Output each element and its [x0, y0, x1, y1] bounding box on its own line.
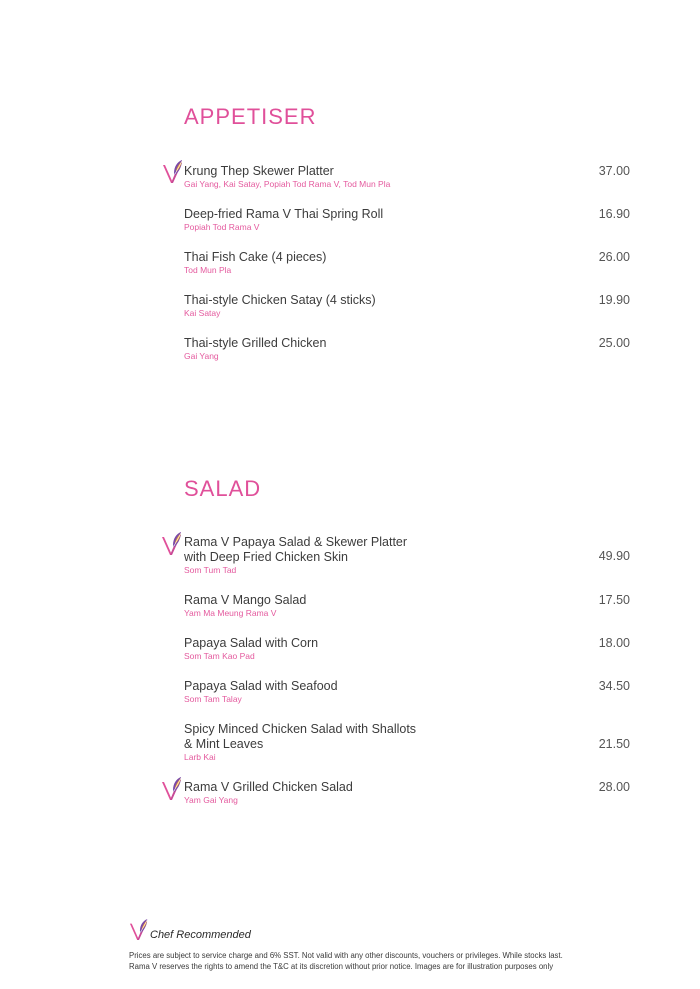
item-name: Rama V Mango Salad [184, 593, 307, 607]
item-thai-name: Yam Gai Yang [184, 795, 238, 805]
item-price: 26.00 [598, 250, 630, 264]
menu-item [184, 535, 630, 576]
item-name: Deep-fried Rama V Thai Spring Roll [184, 207, 384, 221]
disclaimer-line1: Prices are subject to service charge and 6% SST. Not valid with any other discounts, vouchers or privileges. While stocks last. [129, 951, 563, 960]
item-thai-name: Som Tam Kao Pad [184, 651, 255, 661]
menu-item [184, 636, 630, 662]
menu-item [184, 164, 630, 190]
item-price: 28.00 [598, 780, 630, 794]
menu-item [184, 780, 630, 806]
item-name-line1: Rama V Papaya Salad & Skewer Platter [184, 535, 408, 549]
item-name-line1: Spicy Minced Chicken Salad with Shallots [184, 722, 417, 736]
item-thai-name: Som Tum Tad [184, 565, 237, 575]
legend-label: Chef Recommended [150, 929, 251, 941]
item-price: 37.00 [598, 164, 630, 178]
item-thai-name: Yam Ma Meung Rama V [184, 608, 277, 618]
item-thai-name: Som Tam Talay [184, 694, 242, 704]
item-thai-name: Larb Kai [184, 752, 216, 762]
item-name: Thai-style Chicken Satay (4 sticks) [184, 293, 376, 307]
salad-title: SALAD [184, 476, 262, 501]
item-name: Thai-style Grilled Chicken [184, 336, 327, 350]
menu-item [184, 336, 630, 362]
menu-item [184, 207, 630, 233]
chef-recommended-icon [162, 159, 184, 185]
item-name: Thai Fish Cake (4 pieces) [184, 250, 327, 264]
item-name: Rama V Grilled Chicken Salad [184, 780, 353, 794]
item-price: 21.50 [598, 737, 630, 751]
item-price: 34.50 [598, 679, 630, 693]
chef-recommended-icon [161, 776, 183, 802]
menu-item [184, 250, 630, 276]
item-price: 17.50 [598, 593, 630, 607]
item-price: 25.00 [598, 336, 630, 350]
item-price: 16.90 [598, 207, 630, 221]
menu-item [184, 593, 630, 619]
item-thai-name: Gai Yang, Kai Satay, Popiah Tod Rama V, Tod Mun Pla [184, 179, 391, 189]
item-thai-name: Popiah Tod Rama V [184, 222, 260, 232]
item-thai-name: Kai Satay [184, 308, 221, 318]
menu-item [184, 293, 630, 319]
menu-item [184, 722, 630, 763]
appetiser-title: APPETISER [184, 104, 317, 129]
item-name: Papaya Salad with Seafood [184, 679, 338, 693]
item-price: 19.90 [598, 293, 630, 307]
disclaimer [129, 950, 674, 972]
item-name: Papaya Salad with Corn [184, 636, 319, 650]
item-name-line2: & Mint Leaves [184, 737, 264, 751]
item-price: 18.00 [598, 636, 630, 650]
menu-item [184, 679, 630, 705]
disclaimer-line2: Rama V reserves the rights to amend the T&C at its discretion without prior notice. Images are for illustration purposes only [129, 962, 554, 971]
item-name-line2: with Deep Fried Chicken Skin [184, 550, 348, 564]
item-name: Krung Thep Skewer Platter [184, 164, 334, 178]
chef-recommended-icon [161, 531, 183, 557]
item-price: 49.90 [598, 549, 630, 563]
chef-recommended-legend-icon [129, 918, 149, 942]
item-thai-name: Tod Mun Pla [184, 265, 232, 275]
item-thai-name: Gai Yang [184, 351, 219, 361]
